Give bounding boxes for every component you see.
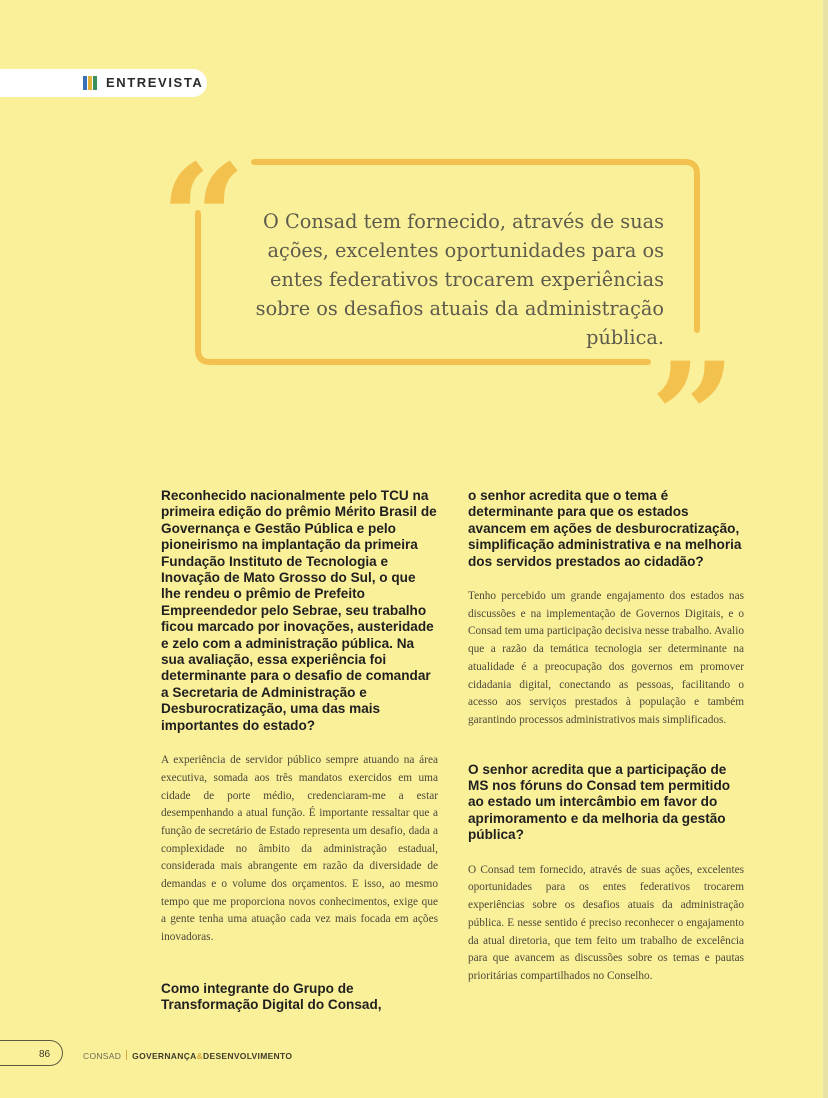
answer-1: A experiência de servidor público sempre atuando na área executiva, somada aos três mandatos exercidos em uma cidade de porte médio, credenciaram-me a estar desempenhando a atual função. É importante ressaltar que a função de secretário de Estado representa um desafio, dada a complexidade no âmbito da administração estadual, considerada mais abrangente em razão da diversidade de demandas e o volume dos orçamentos. E isso, ao mesmo tempo que me proporciona novos conhecimentos, exige que a gente tenha uma atuação cada vez mais focada em ações inovadoras. bbox=[161, 754, 438, 944]
page-number-box bbox=[0, 1040, 63, 1066]
footer-title bbox=[83, 1050, 292, 1061]
footer-title-a: GOVERNANÇA bbox=[132, 1051, 197, 1061]
footer-brand: CONSAD bbox=[83, 1051, 122, 1061]
question-2-end: o senhor acredita que o tema é determinante para que os estados avancem em ações de desburocratização, simplificação administrativa e na melhoria dos servidos prestados ao cidadão? bbox=[468, 488, 742, 569]
footer-divider bbox=[126, 1050, 127, 1060]
right-column bbox=[468, 488, 744, 986]
page-edge bbox=[823, 0, 828, 1098]
question-3: O senhor acredita que a participação de MS nos fóruns do Consad tem permitido ao estado um intercâmbio em favor do aprimoramento e da melhoria da gestão pública? bbox=[468, 761, 731, 843]
footer-title-b: DESENVOLVIMENTO bbox=[203, 1051, 293, 1061]
question-2-start: Como integrante do Grupo de Transformação Digital do Consad, bbox=[161, 980, 382, 1013]
question-1: Reconhecido nacionalmente pelo TCU na primeira edição do prêmio Mérito Brasil de Governança e Gestão Pública e pelo pioneirismo na implantação da primeira Fundação Instituto de Tecnologia e Inovação de Mato Grosso do Sul, o que lhe rendeu o prêmio de Prefeito Empreendedor pelo Sebrae, seu trabalho ficou marcado por inovações, austeridade e zelo com a administração pública. Na sua avaliação, essa experiência foi determinante para o desafio de comandar a Secretaria de Administração e Desburocratização, uma das mais importantes do estado? bbox=[161, 488, 437, 733]
open-quote-icon: “ bbox=[160, 132, 247, 308]
left-column bbox=[161, 488, 438, 1014]
answer-2: Tenho percebido um grande engajamento dos estados nas discussões e na implementação de Governos Digitais, e o Consad tem uma participação decisiva nesse trabalho. Avalio que a razão da temática tecnologia ser determinante na atualidade é a preocupação dos governos em promover cidadania digital, conectando as pessoas, facilitando o acesso aos serviços prestados à população e também garantindo processos administrativos mais simplificados. bbox=[468, 590, 744, 726]
answer-3: O Consad tem fornecido, através de suas ações, excelentes oportunidades para os entes federativos trocarem experiências sobre os desafios atuais da administração pública. E nesse sentido é preciso reconhecer o engajamento da atual diretoria, que tem feito um trabalho de excelência para que avancem as discussões sobre os temas e pautas prioritárias compartilhados no Conselho. bbox=[468, 863, 744, 982]
footer-amp: & bbox=[196, 1051, 204, 1061]
pull-quote-text: O Consad tem fornecido, através de suas ações, excelentes oportunidades para os entes federativos trocarem experiências sobre os desafios atuais da administração pública. bbox=[255, 210, 664, 349]
page-number: 86 bbox=[39, 1049, 51, 1060]
section-label: ENTREVISTA bbox=[106, 75, 204, 90]
close-quote-icon: ” bbox=[650, 330, 737, 420]
